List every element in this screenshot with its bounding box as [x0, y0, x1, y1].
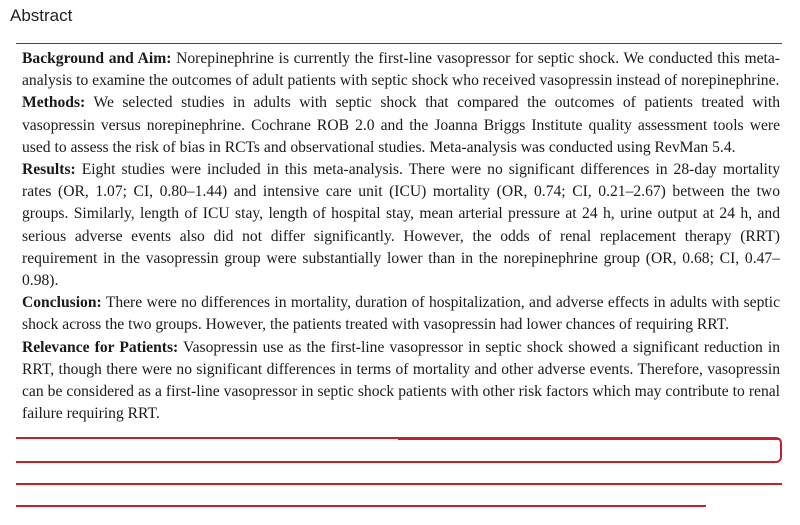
section-conclusion — [22, 292, 780, 336]
section-text: Norepinephrine is currently the first-line vasopressor for septic shock. We conducted this meta-analysis to examine the outcomes of adult patients with septic shock who received vasopressin instead of norepinephrine. — [22, 50, 780, 90]
section-label: Methods: — [22, 94, 86, 112]
abstract-divider — [16, 43, 782, 44]
section-background — [22, 48, 780, 92]
highlight-underline — [16, 505, 706, 507]
section-label: Relevance for Patients: — [22, 338, 179, 356]
section-text: There were no differences in mortality, duration of hospitalization, and adverse effects in adults with septic shock across the two groups. However, the patients treated with vasopressin had lower chances of requiring RRT. — [22, 294, 780, 334]
section-relevance — [22, 337, 780, 426]
section-methods — [22, 92, 780, 159]
highlight-underline — [16, 483, 782, 485]
section-label: Results: — [22, 161, 76, 179]
section-label: Background and Aim: — [22, 50, 172, 67]
section-text: We selected studies in adults with septic shock that compared the outcomes of patients treated with vasopressin versus norepinephrine. Cochrane ROB 2.0 and the Joanna Briggs Institute quality assessment tools were used to assess the risk of bias in RCTs and observational studies. Meta-analysis was conducted using RevMan 5.4. — [22, 94, 780, 156]
abstract-heading: Abstract — [10, 6, 73, 25]
abstract-body — [22, 48, 780, 425]
section-text: Vasopressin use as the first-line vasopressor in septic shock showed a significant reduction in RRT, though there were no significant differences in terms of mortality and other adverse events. Therefore, vasopressin can be considered as a first-line vasopressor in septic shock patients with other risk factors which may contribute to renal failure requiring RRT. — [22, 338, 781, 423]
section-results — [22, 159, 780, 292]
section-text: Eight studies were included in this meta-analysis. There were no significant differences in 28-day mortality rates (OR, 1.07; CI, 0.80–1.44) and intensive care unit (ICU) mortality (OR, 0.74; CI, 0.21–2.67) between the two groups. Similarly, length of ICU stay, length of hospital stay, mean arterial pressure at 24 h, urine output at 24 h, and serious adverse events also did not differ significantly. However, the odds of renal replacement therapy (RRT) requirement in the vasopressin group were substantially lower than in the norepinephrine group (OR, 0.68; CI, 0.47–0.98). — [22, 161, 780, 290]
highlight-bracket — [16, 437, 782, 463]
section-label: Conclusion: — [22, 294, 102, 312]
